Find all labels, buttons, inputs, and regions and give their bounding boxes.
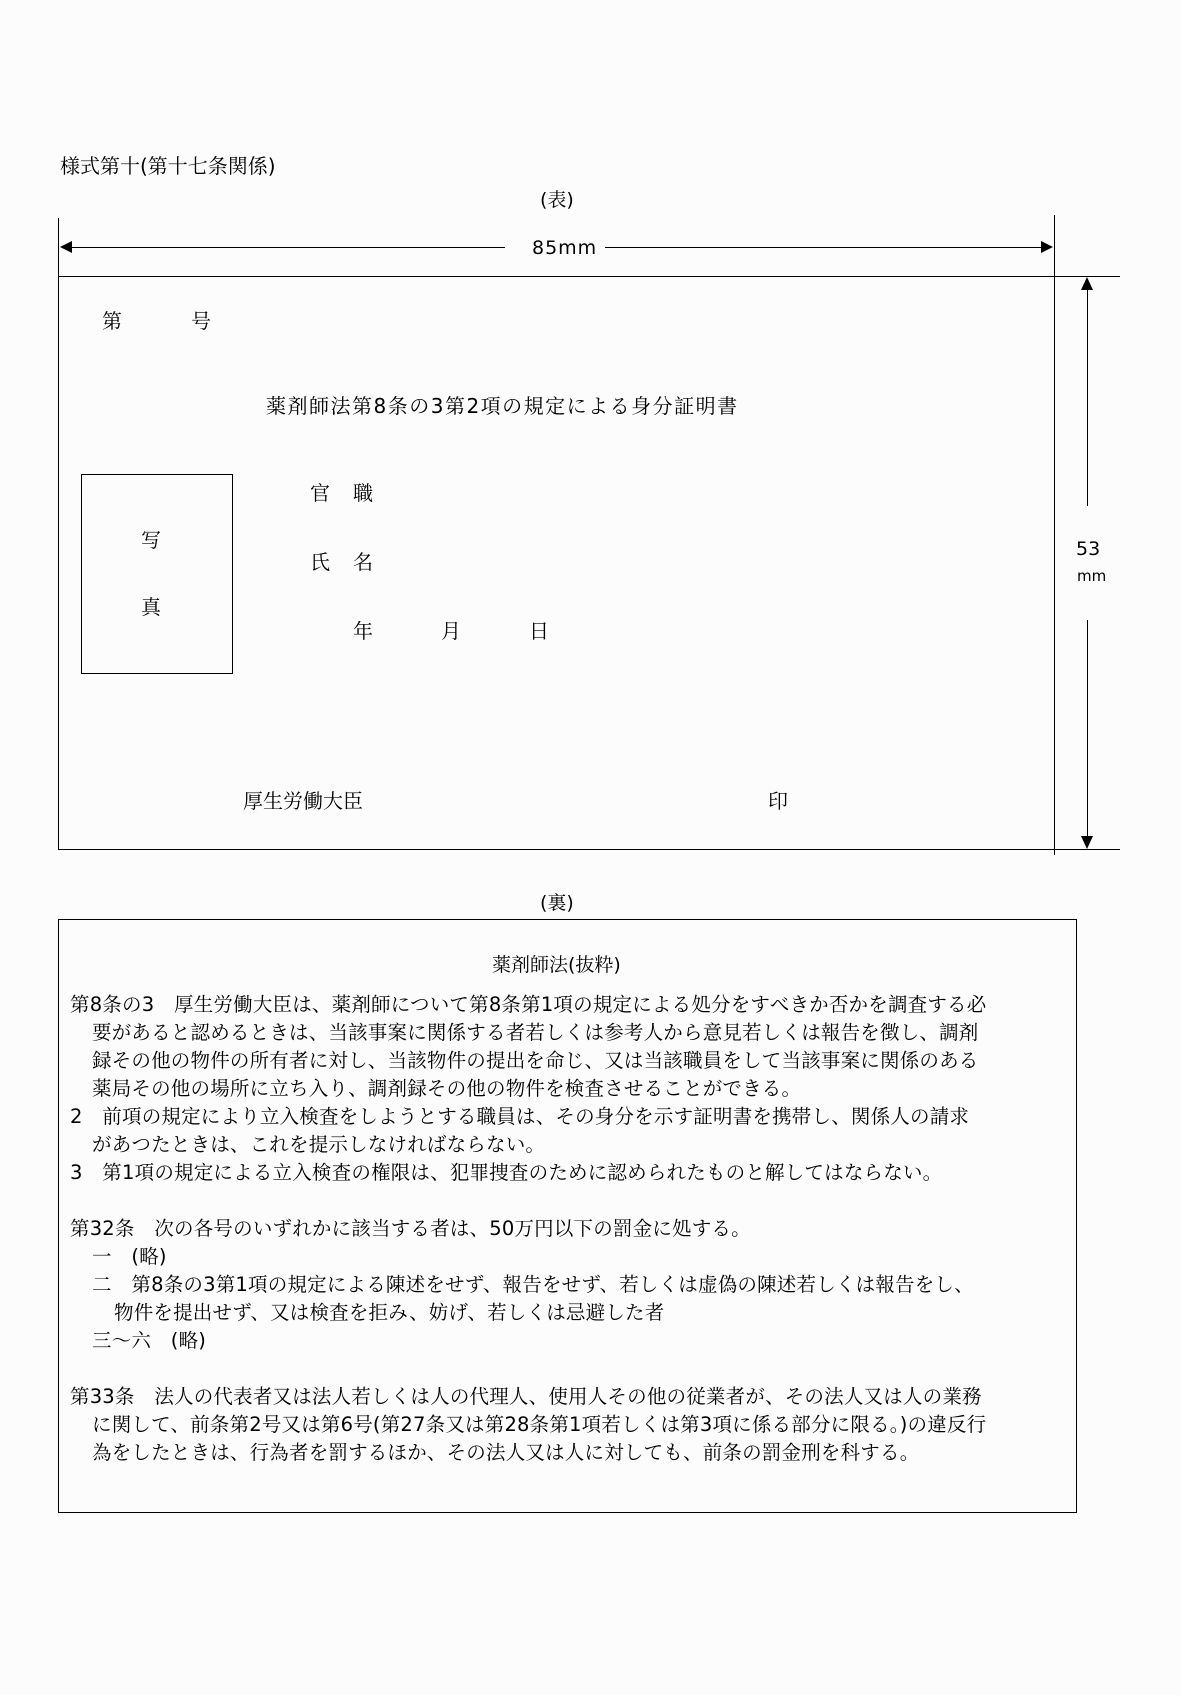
card-right-border: [1054, 215, 1055, 855]
law-line: 薬局その他の場所に立ち入り、調剤録その他の物件を検査させることができる。: [92, 1077, 802, 1100]
position-label-1: 官: [310, 481, 330, 505]
front-label: (表): [540, 189, 574, 211]
back-heading: 薬剤師法(抜粋): [492, 954, 621, 976]
law-line: 一 (略): [92, 1245, 167, 1268]
law-line: 第32条 次の各号のいずれかに該当する者は、50万円以下の罰金に処する。: [70, 1217, 751, 1240]
law-line: 三～六 (略): [92, 1329, 207, 1352]
arrow-down-icon: [1081, 836, 1093, 849]
law-line: 物件を提出せず、又は検査を拒み、妨げ、若しくは忌避した者: [114, 1301, 665, 1324]
law-line: 2 前項の規定により立入検査をしようとする職員は、その身分を示す証明書を携帯し、関係人の請求: [70, 1105, 970, 1128]
card-top-border: [58, 276, 1120, 277]
law-line: があつたときは、これを提示しなければならない。: [92, 1133, 546, 1156]
photo-box: [81, 474, 233, 674]
date-day-label: 日: [529, 619, 549, 643]
height-dimension-unit: mm: [1077, 567, 1107, 585]
law-line: 第8条の3 厚生労働大臣は、薬剤師について第8条第1項の規定による処分をすべきか否かを調査する必: [70, 993, 987, 1016]
height-dimension-line-bottom: [1087, 620, 1088, 838]
law-line: 二 第8条の3第1項の規定による陳述をせず、報告をせず、若しくは虚偽の陳述若しくは報告をし、: [92, 1273, 974, 1296]
form-title: 様式第十(第十七条関係): [60, 154, 276, 178]
width-dimension-line-right: [605, 247, 1041, 248]
arrow-right-icon: [1041, 241, 1053, 253]
width-dimension-line-left: [70, 247, 505, 248]
name-label-2: 名: [353, 550, 373, 574]
card-bottom-border: [58, 849, 1120, 850]
issuer-label: 厚生労働大臣: [243, 789, 363, 813]
card-left-border: [58, 276, 59, 850]
name-label-1: 氏: [310, 550, 330, 574]
photo-label-2: 真: [141, 595, 161, 619]
law-line: 3 第1項の規定による立入検査の権限は、犯罪捜査のために認められたものと解してはならない。: [70, 1161, 943, 1184]
law-line: 録その他の物件の所有者に対し、当該物件の提出を命じ、又は当該職員をして当該事案に関係のある: [92, 1049, 979, 1072]
law-excerpt: [70, 991, 1070, 1467]
card-heading: 薬剤師法第8条の3第2項の規定による身分証明書: [266, 394, 739, 418]
photo-label-1: 写: [141, 528, 161, 552]
date-month-label: 月: [441, 619, 461, 643]
width-dimension-label: 85mm: [532, 237, 598, 259]
height-dimension-line-top: [1087, 288, 1088, 506]
number-suffix: 号: [191, 309, 211, 333]
width-dimension-left-tick: [58, 218, 59, 276]
seal-label: 印: [768, 789, 788, 813]
law-line: 為をしたときは、行為者を罰するほか、その法人又は人に対しても、前条の罰金刑を科する。: [92, 1441, 920, 1464]
law-line: 第33条 法人の代表者又は法人若しくは人の代理人、使用人その他の従業者が、その法人又は人の業務: [70, 1385, 982, 1408]
back-label: (裏): [540, 892, 574, 914]
height-dimension-value: 53: [1076, 538, 1101, 560]
law-line: に関して、前条第2号又は第6号(第27条又は第28条第1項若しくは第3項に係る部分に限る。)の違反行: [92, 1413, 987, 1436]
number-prefix: 第: [102, 309, 122, 333]
date-year-label: 年: [353, 619, 373, 643]
position-label-2: 職: [353, 481, 373, 505]
law-line: 要があると認めるときは、当該事案に関係する者若しくは参考人から意見若しくは報告を徴し、調剤: [92, 1021, 979, 1044]
